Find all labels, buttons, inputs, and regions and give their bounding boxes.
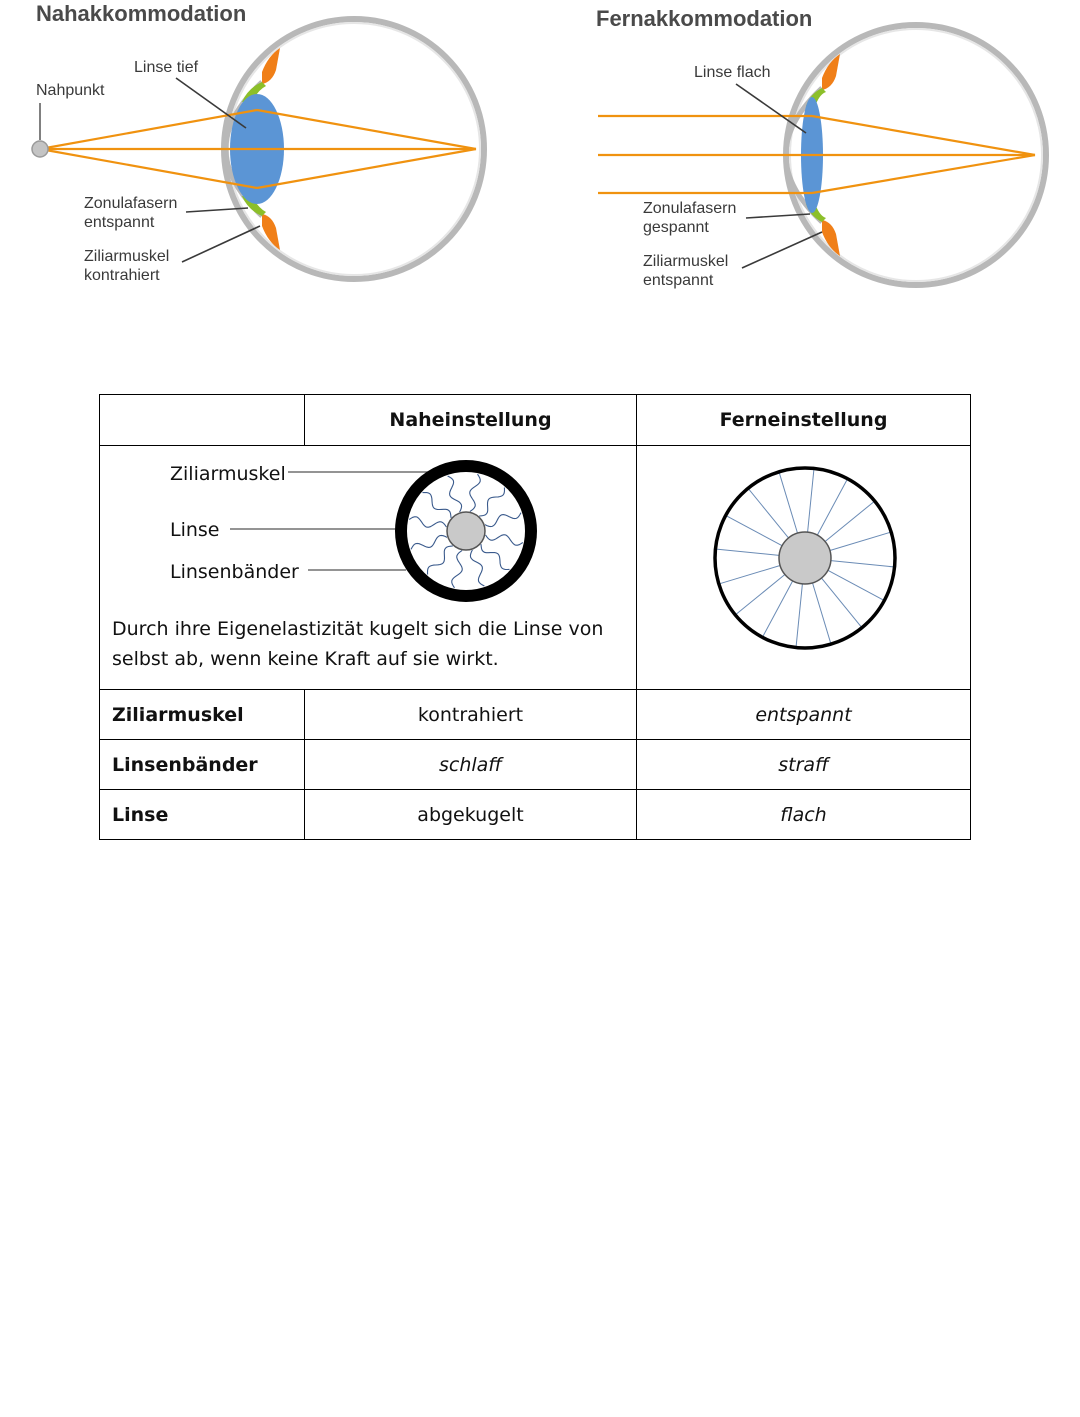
taut-band bbox=[716, 549, 779, 555]
taut-band bbox=[720, 566, 780, 584]
label-muscle-state: entspannt bbox=[643, 272, 714, 289]
header-near: Naheinstellung bbox=[305, 395, 637, 446]
label-ciliary-muscle: Ziliarmuskel bbox=[84, 248, 170, 265]
cell-muscle-far: entspannt bbox=[637, 690, 971, 740]
row-label-lens: Linse bbox=[100, 790, 305, 840]
ray-upper-out bbox=[812, 116, 1035, 155]
table-row-muscle bbox=[100, 690, 971, 740]
label-lens-flat: Linse flach bbox=[694, 64, 771, 81]
table-row-lens bbox=[100, 790, 971, 840]
label-muscle-state: kontrahiert bbox=[84, 267, 160, 284]
far-lens-flat bbox=[779, 532, 831, 584]
cell-muscle-near: kontrahiert bbox=[305, 690, 637, 740]
ray-upper-out bbox=[257, 110, 476, 149]
figure-row bbox=[100, 446, 971, 690]
ray-lower-out bbox=[257, 149, 476, 188]
row-label-bands: Linsenbänder bbox=[100, 740, 305, 790]
cell-bands-far: straff bbox=[637, 740, 971, 790]
near-lens-figure bbox=[100, 446, 637, 684]
ray-lower-out bbox=[812, 155, 1035, 193]
near-eye-figure bbox=[0, 0, 540, 300]
label-fibers-state: gespannt bbox=[643, 219, 709, 236]
muscle-leader bbox=[182, 226, 260, 262]
near-accommodation-diagram bbox=[0, 0, 540, 300]
header-empty bbox=[100, 395, 305, 446]
near-figure-cell bbox=[100, 446, 637, 690]
table-row-bands bbox=[100, 740, 971, 790]
fig-label-bands: Linsenbänder bbox=[170, 561, 299, 583]
label-lens-deep: Linse tief bbox=[134, 59, 199, 76]
taut-band bbox=[813, 583, 831, 643]
far-eye-figure bbox=[540, 0, 1080, 300]
cell-lens-near: abgekugelt bbox=[305, 790, 637, 840]
taut-band bbox=[831, 561, 894, 567]
label-zonular-fibers: Zonulafasern bbox=[84, 195, 178, 212]
near-lens-rounded bbox=[447, 512, 485, 550]
cell-lens-far: flach bbox=[637, 790, 971, 840]
near-title: Nahakkommodation bbox=[36, 1, 247, 26]
label-zonular-fibers: Zonulafasern bbox=[643, 200, 737, 217]
muscle-leader bbox=[742, 232, 822, 268]
table-header-row bbox=[100, 395, 971, 446]
header-far: Ferneinstellung bbox=[637, 395, 971, 446]
far-ring-svg bbox=[637, 446, 971, 684]
far-title: Fernakkommodation bbox=[596, 6, 813, 31]
far-figure-cell bbox=[637, 446, 971, 690]
elasticity-note: Durch ihre Eigenelastizität kugelt sich die Linse von selbst ab, wenn keine Kraft auf sie wirkt. bbox=[112, 618, 604, 670]
taut-band bbox=[779, 473, 797, 533]
accommodation-table bbox=[99, 394, 971, 840]
fig-label-muscle: Ziliarmuskel bbox=[170, 463, 286, 485]
taut-band bbox=[796, 584, 802, 647]
label-fibers-state: entspannt bbox=[84, 214, 155, 231]
label-ciliary-muscle: Ziliarmuskel bbox=[643, 253, 729, 270]
cell-bands-near: schlaff bbox=[305, 740, 637, 790]
row-label-muscle: Ziliarmuskel bbox=[100, 690, 305, 740]
taut-band bbox=[830, 532, 890, 550]
label-near-point: Nahpunkt bbox=[36, 82, 105, 99]
near-point-marker bbox=[32, 141, 48, 157]
taut-band bbox=[808, 469, 814, 532]
far-accommodation-diagram bbox=[540, 0, 1080, 300]
fig-label-lens: Linse bbox=[170, 519, 220, 541]
